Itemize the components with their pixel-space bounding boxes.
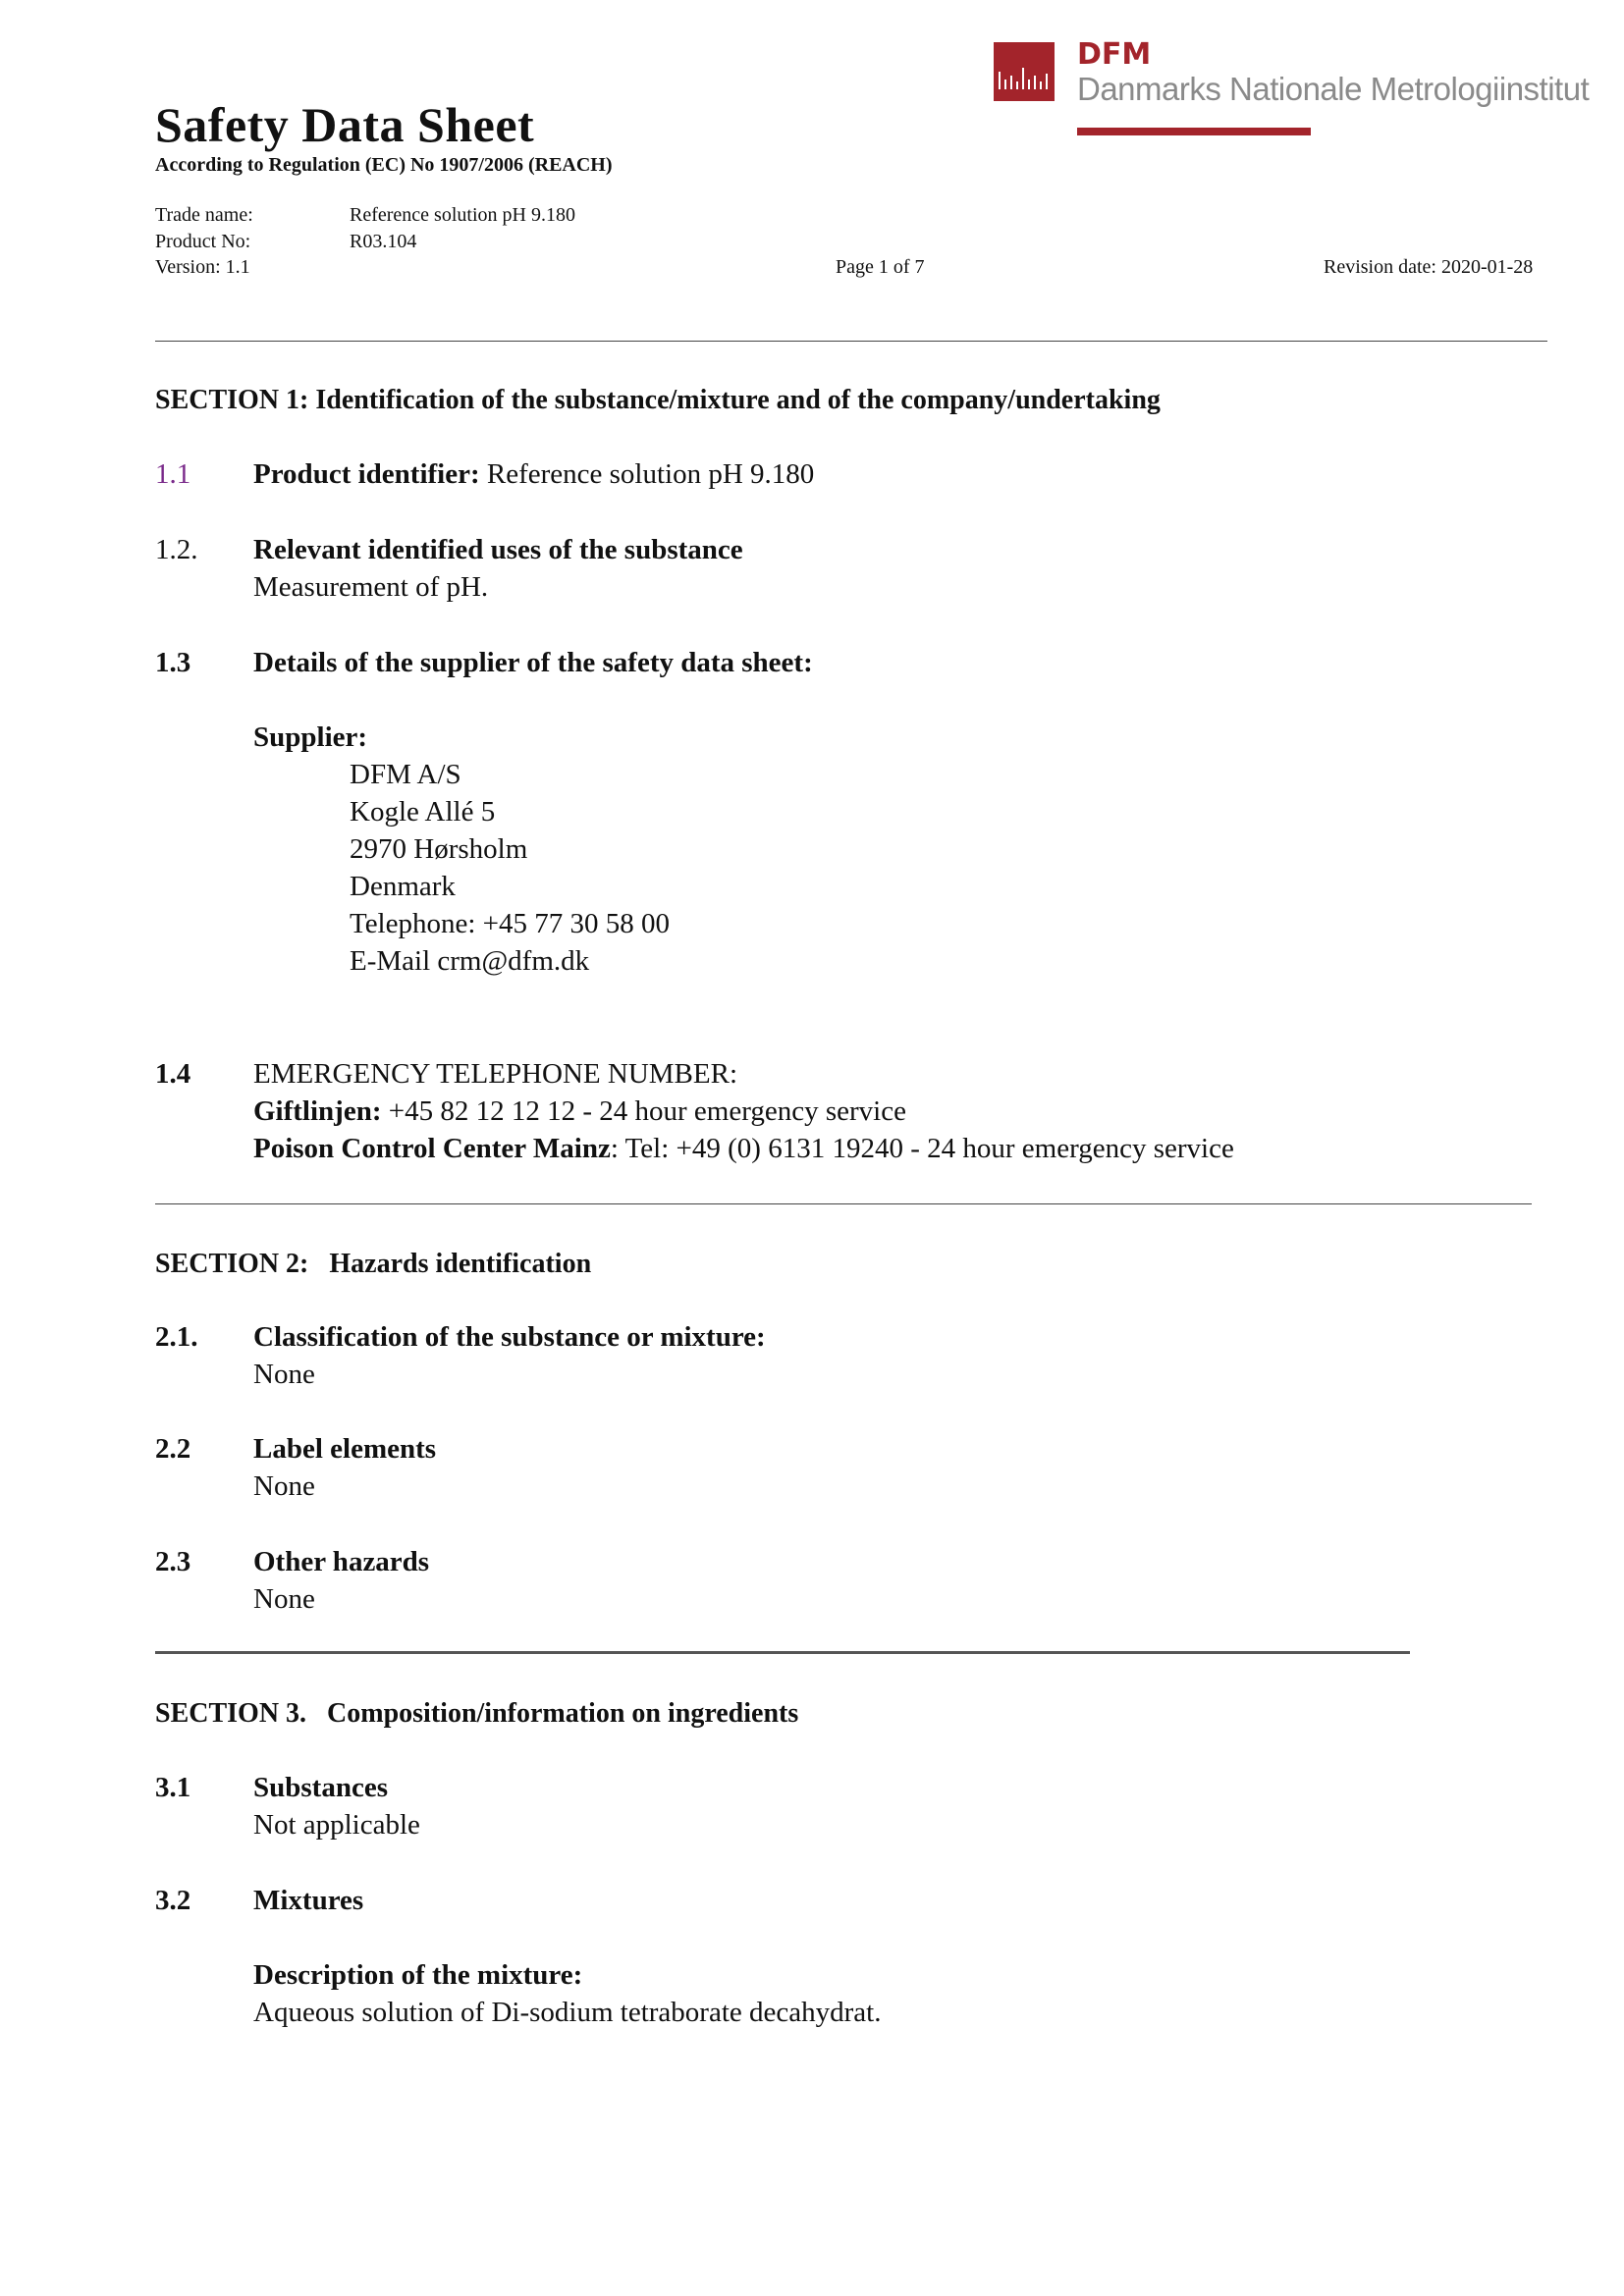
product-no-value: R03.104 (350, 231, 417, 252)
section-1-title: Identification of the substance/mixture and of the company/undertaking (315, 385, 1161, 415)
logo-abbreviation: DFM (1077, 37, 1152, 72)
trade-name-label: Trade name: (155, 204, 253, 226)
relevant-uses-value: Measurement of pH. (253, 571, 489, 603)
item-2-2-number: 2.2 (155, 1433, 191, 1465)
item-1-3-number: 1.3 (155, 647, 191, 678)
trade-name-value: Reference solution pH 9.180 (350, 204, 575, 226)
item-3-2-number: 3.2 (155, 1885, 191, 1916)
mixture-description-value: Aqueous solution of Di-sodium tetraborate decahydrat. (253, 1997, 882, 2028)
section-2-heading (155, 1249, 591, 1280)
item-1-4-number: 1.4 (155, 1058, 191, 1090)
relevant-uses-label: Relevant identified uses of the substance (253, 534, 743, 565)
supplier-line: 2970 Hørsholm (350, 833, 528, 865)
version-text: Version: 1.1 (155, 256, 250, 278)
giftlinjen-label: Giftlinjen: (253, 1095, 382, 1127)
page-number: Page 1 of 7 (836, 256, 925, 278)
logo-institute-name: Danmarks Nationale Metrologiinstitut (1077, 71, 1590, 107)
substances-value: Not applicable (253, 1809, 420, 1841)
dfm-logo-icon (994, 42, 1055, 101)
supplier-line: Denmark (350, 871, 456, 902)
revision-date: Revision date: 2020-01-28 (1324, 256, 1534, 278)
section-3-title: Composition/information on ingredients (327, 1698, 799, 1729)
supplier-label: Supplier: (253, 721, 368, 753)
section-1-heading (155, 385, 1161, 416)
section-1-number: SECTION 1: (155, 385, 309, 415)
logo-underline (1077, 128, 1311, 135)
item-1-1 (253, 458, 814, 491)
other-hazards-label: Other hazards (253, 1546, 430, 1577)
substances-label: Substances (253, 1772, 388, 1803)
item-2-1-number: 2.1. (155, 1321, 198, 1353)
label-elements-value: None (253, 1470, 315, 1502)
poison-control-line (253, 1133, 1234, 1165)
item-1-2-number: 1.2. (155, 534, 198, 565)
document-title: Safety Data Sheet (155, 97, 535, 152)
product-no-label: Product No: (155, 231, 251, 252)
item-1-1-number: 1.1 (155, 458, 191, 490)
product-identifier-value: Reference solution pH 9.180 (479, 458, 815, 490)
classification-label: Classification of the substance or mixture: (253, 1321, 766, 1353)
document-subtitle: According to Regulation (EC) No 1907/2006 (REACH) (155, 154, 613, 176)
other-hazards-value: None (253, 1583, 315, 1615)
emergency-telephone-label: EMERGENCY TELEPHONE NUMBER: (253, 1058, 737, 1090)
supplier-email: E-Mail crm@dfm.dk (350, 945, 590, 977)
header-divider (155, 341, 1547, 342)
section-3-heading (155, 1698, 798, 1730)
supplier-line: DFM A/S (350, 759, 461, 790)
supplier-telephone: Telephone: +45 77 30 58 00 (350, 908, 671, 939)
section-2-divider (155, 1651, 1410, 1654)
item-2-3-number: 2.3 (155, 1546, 191, 1577)
item-3-1-number: 3.1 (155, 1772, 191, 1803)
section-3-number: SECTION 3. (155, 1698, 307, 1729)
section-2-title: Hazards identification (329, 1249, 592, 1279)
label-elements-label: Label elements (253, 1433, 437, 1465)
giftlinjen-line (253, 1095, 906, 1128)
supplier-line: Kogle Allé 5 (350, 796, 496, 828)
supplier-details-label: Details of the supplier of the safety data sheet: (253, 647, 813, 678)
mixtures-label: Mixtures (253, 1885, 364, 1916)
poison-control-value: : Tel: +49 (0) 6131 19240 - 24 hour emergency service (610, 1133, 1234, 1164)
section-1-divider (155, 1203, 1532, 1204)
product-identifier-label: Product identifier: (253, 458, 480, 490)
poison-control-label: Poison Control Center Mainz (253, 1133, 611, 1164)
classification-value: None (253, 1359, 315, 1390)
mixture-description-label: Description of the mixture: (253, 1959, 583, 1991)
section-2-number: SECTION 2: (155, 1249, 309, 1279)
giftlinjen-value: +45 82 12 12 12 - 24 hour emergency service (381, 1095, 906, 1127)
